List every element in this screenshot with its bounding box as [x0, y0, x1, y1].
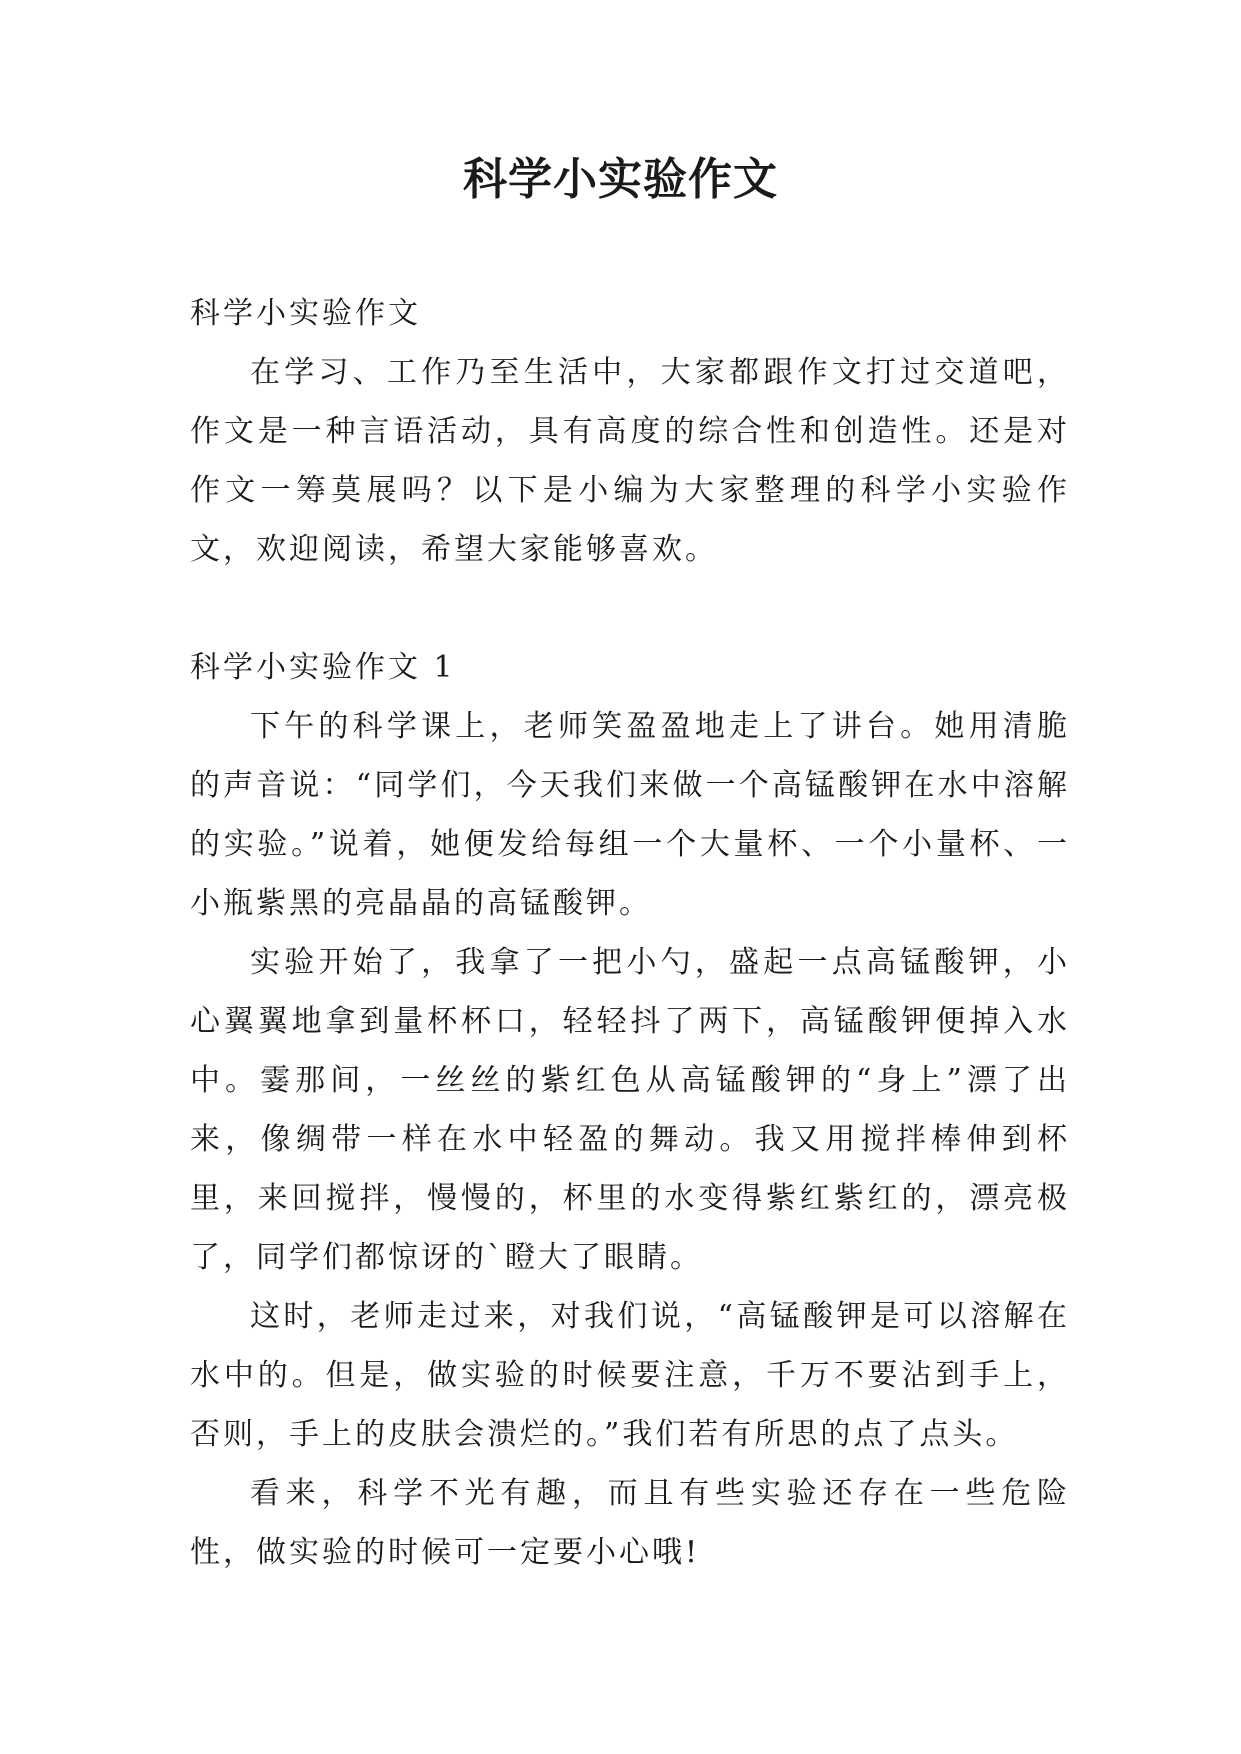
document-body [190, 284, 1070, 1582]
page-title: 科学小实验作文 [463, 154, 778, 205]
essay-1-paragraph-1: 下午的科学课上，老师笑盈盈地走上了讲台。她用清脆的声音说：“同学们，今天我们来做一个高锰酸钾在水中溶解的实验。”说着，她便发给每组一个大量杯、一个小量杯、一小瓶紫黑的亮晶晶的高锰酸钾。 [190, 709, 1070, 921]
essay-1-paragraph-2: 实验开始了，我拿了一把小勺，盛起一点高锰酸钾，小心翼翼地拿到量杯杯口，轻轻抖了两下，高锰酸钾便掉入水中。霎那间，一丝丝的紫红色从高锰酸钾的“身上”漂了出来，像绸带一样在水中轻盈的舞动。我又用搅拌棒伸到杯里，来回搅拌，慢慢的，杯里的水变得紫红紫红的，漂亮极了，同学们都惊讶的`瞪大了眼睛。 [190, 945, 1070, 1275]
intro-paragraph: 在学习、工作乃至生活中，大家都跟作文打过交道吧，作文是一种言语活动，具有高度的综合性和创造性。还是对作文一筹莫展吗？以下是小编为大家整理的科学小实验作文，欢迎阅读，希望大家能够喜欢。 [190, 355, 1070, 567]
section-spacer [190, 579, 1070, 638]
intro-heading: 科学小实验作文 [190, 296, 421, 331]
essay-1-heading: 科学小实验作文 1 [190, 650, 456, 685]
essay-1-paragraph-3: 这时，老师走过来，对我们说，“高锰酸钾是可以溶解在水中的。但是，做实验的时候要注意，千万不要沾到手上，否则，手上的皮肤会溃烂的。”我们若有所思的点了点头。 [190, 1299, 1070, 1452]
essay-1-paragraph-4: 看来，科学不光有趣，而且有些实验还存在一些危险性，做实验的时候可一定要小心哦! [190, 1476, 1070, 1570]
